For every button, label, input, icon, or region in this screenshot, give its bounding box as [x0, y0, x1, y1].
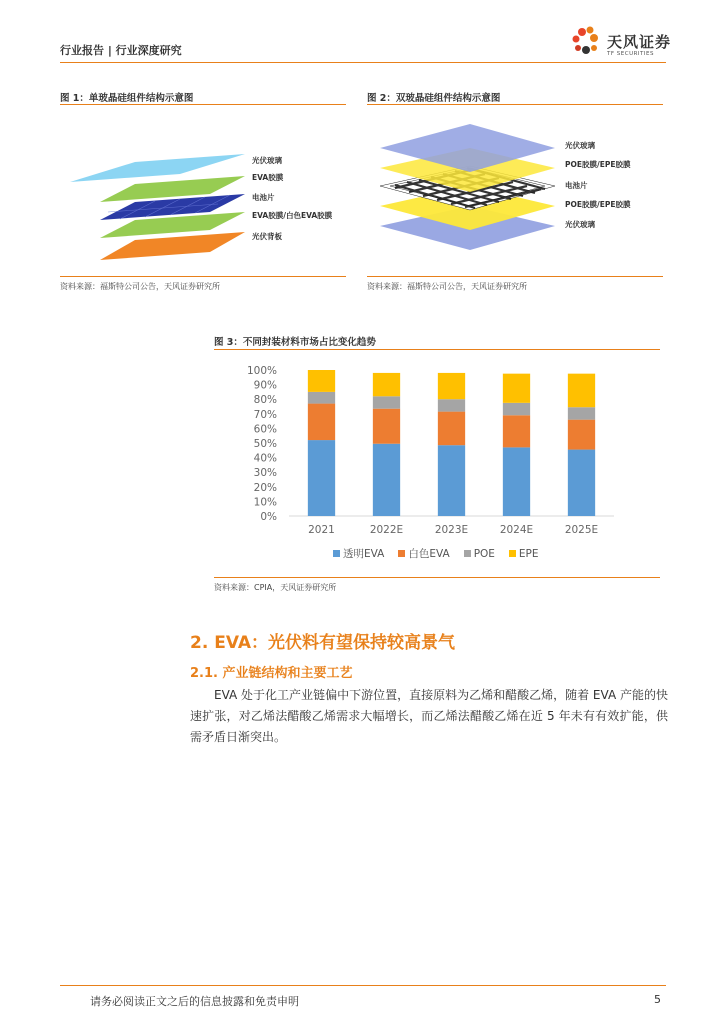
bar-segment — [438, 399, 465, 411]
figure3-source: 资料来源：CPIA，天风证券研究所 — [214, 583, 337, 592]
header-divider — [60, 62, 666, 63]
figure2-layer-label: 光伏玻璃 — [565, 220, 595, 229]
figure3-title: 图 3：不同封装材料市场占比变化趋势 — [214, 337, 376, 348]
y-tick-label: 30% — [253, 467, 277, 480]
figure1-layer-label: 电池片 — [252, 193, 275, 202]
footer-disclaimer: 请务必阅读正文之后的信息披露和免责申明 — [90, 995, 299, 1008]
single-glass-module-diagram — [60, 140, 250, 270]
figure1-title: 图 1：单玻晶硅组件结构示意图 — [60, 93, 194, 104]
figure1-bottom-rule — [60, 276, 346, 277]
bar-segment — [308, 370, 335, 392]
footer-divider — [60, 985, 666, 986]
bar-segment — [308, 440, 335, 516]
company-logo-icon — [568, 24, 608, 60]
bar-segment — [438, 412, 465, 446]
bar-segment — [503, 374, 530, 403]
bar-segment — [438, 373, 465, 399]
bar-segment — [568, 374, 595, 408]
figure1-source: 资料来源：福斯特公司公告，天风证券研究所 — [60, 282, 220, 291]
bar-segment — [373, 396, 400, 408]
figure2-title: 图 2：双玻晶硅组件结构示意图 — [367, 93, 501, 104]
figure2-layer-label: 光伏玻璃 — [565, 141, 595, 150]
bar-segment — [503, 403, 530, 415]
figure2-layer-label: POE胶膜/EPE胶膜 — [565, 160, 631, 169]
y-tick-label: 0% — [260, 511, 277, 523]
legend-swatch — [464, 550, 471, 557]
y-tick-label: 90% — [253, 379, 277, 392]
double-glass-module-diagram — [375, 118, 560, 268]
x-tick-label: 2021 — [308, 524, 335, 536]
bar-segment — [503, 415, 530, 447]
bar-segment — [373, 409, 400, 444]
legend-label: 透明EVA — [343, 548, 385, 560]
figure3-bottom-rule — [214, 577, 660, 578]
subsection-heading: 2.1. 产业链结构和主要工艺 — [190, 666, 353, 681]
figure2-layer-label: 电池片 — [565, 181, 588, 190]
bar-segment — [568, 407, 595, 419]
bar-segment — [308, 404, 335, 441]
y-tick-label: 60% — [253, 423, 277, 436]
figure2-bottom-rule — [367, 276, 663, 277]
y-tick-label: 70% — [253, 408, 277, 421]
figure1-layer-label: EVA胶膜/白色EVA胶膜 — [252, 211, 333, 220]
bar-segment — [373, 373, 400, 396]
legend-item — [509, 546, 539, 561]
y-tick-label: 20% — [253, 481, 277, 494]
logo-text-en: TF SECURITIES — [607, 51, 654, 57]
figure2-source: 资料来源：福斯特公司公告，天风证券研究所 — [367, 282, 527, 291]
bar-segment — [568, 420, 595, 450]
section-heading: 2. EVA：光伏料有望保持较高景气 — [190, 633, 455, 653]
page-number: 5 — [654, 993, 661, 1006]
bar-segment — [308, 392, 335, 404]
y-tick-label: 100% — [246, 365, 277, 377]
bar-segment — [503, 447, 530, 516]
logo-text-cn: 天风证券 — [607, 33, 672, 51]
figure1-layer-label: 光伏背板 — [252, 232, 282, 241]
legend-swatch — [333, 550, 340, 557]
bar-segment — [568, 450, 595, 516]
legend-item — [464, 546, 495, 561]
legend-item — [398, 546, 449, 561]
figure1-layer-label: EVA胶膜 — [252, 173, 284, 182]
market-share-stacked-bar-chart — [214, 358, 660, 540]
y-tick-label: 80% — [253, 394, 277, 407]
legend-label: EPE — [518, 547, 539, 560]
x-tick-label: 2024E — [499, 524, 534, 536]
report-category: 行业报告 | 行业深度研究 — [60, 44, 182, 57]
legend-label: 白色EVA — [408, 548, 450, 560]
figure1-layer-label: 光伏玻璃 — [252, 156, 282, 165]
y-tick-label: 40% — [253, 452, 277, 465]
x-tick-label: 2025E — [564, 524, 599, 536]
figure3-top-rule — [214, 349, 660, 350]
bar-segment — [438, 445, 465, 516]
body-paragraph: EVA 处于化工产业链偏中下游位置，直接原料为乙烯和醋酸乙烯，随着 EVA 产能的快速扩张，对乙烯法醋酸乙烯需求大幅增长，而乙烯法醋酸乙烯在近 5 年未有有效扩能，供需矛盾日渐突出。 — [190, 688, 668, 744]
chart-legend — [333, 546, 539, 561]
x-tick-label: 2023E — [434, 524, 469, 536]
legend-item — [333, 546, 384, 561]
figure1-top-rule — [60, 104, 346, 105]
figure2-top-rule — [367, 104, 663, 105]
legend-swatch — [398, 550, 405, 557]
figure2-layer-label: POE胶膜/EPE胶膜 — [565, 200, 631, 209]
legend-label: POE — [473, 547, 495, 560]
x-tick-label: 2022E — [369, 524, 404, 536]
layer-glass — [70, 154, 245, 182]
y-tick-label: 10% — [253, 496, 277, 509]
bar-segment — [373, 444, 400, 516]
legend-swatch — [509, 550, 516, 557]
y-tick-label: 50% — [253, 438, 277, 450]
